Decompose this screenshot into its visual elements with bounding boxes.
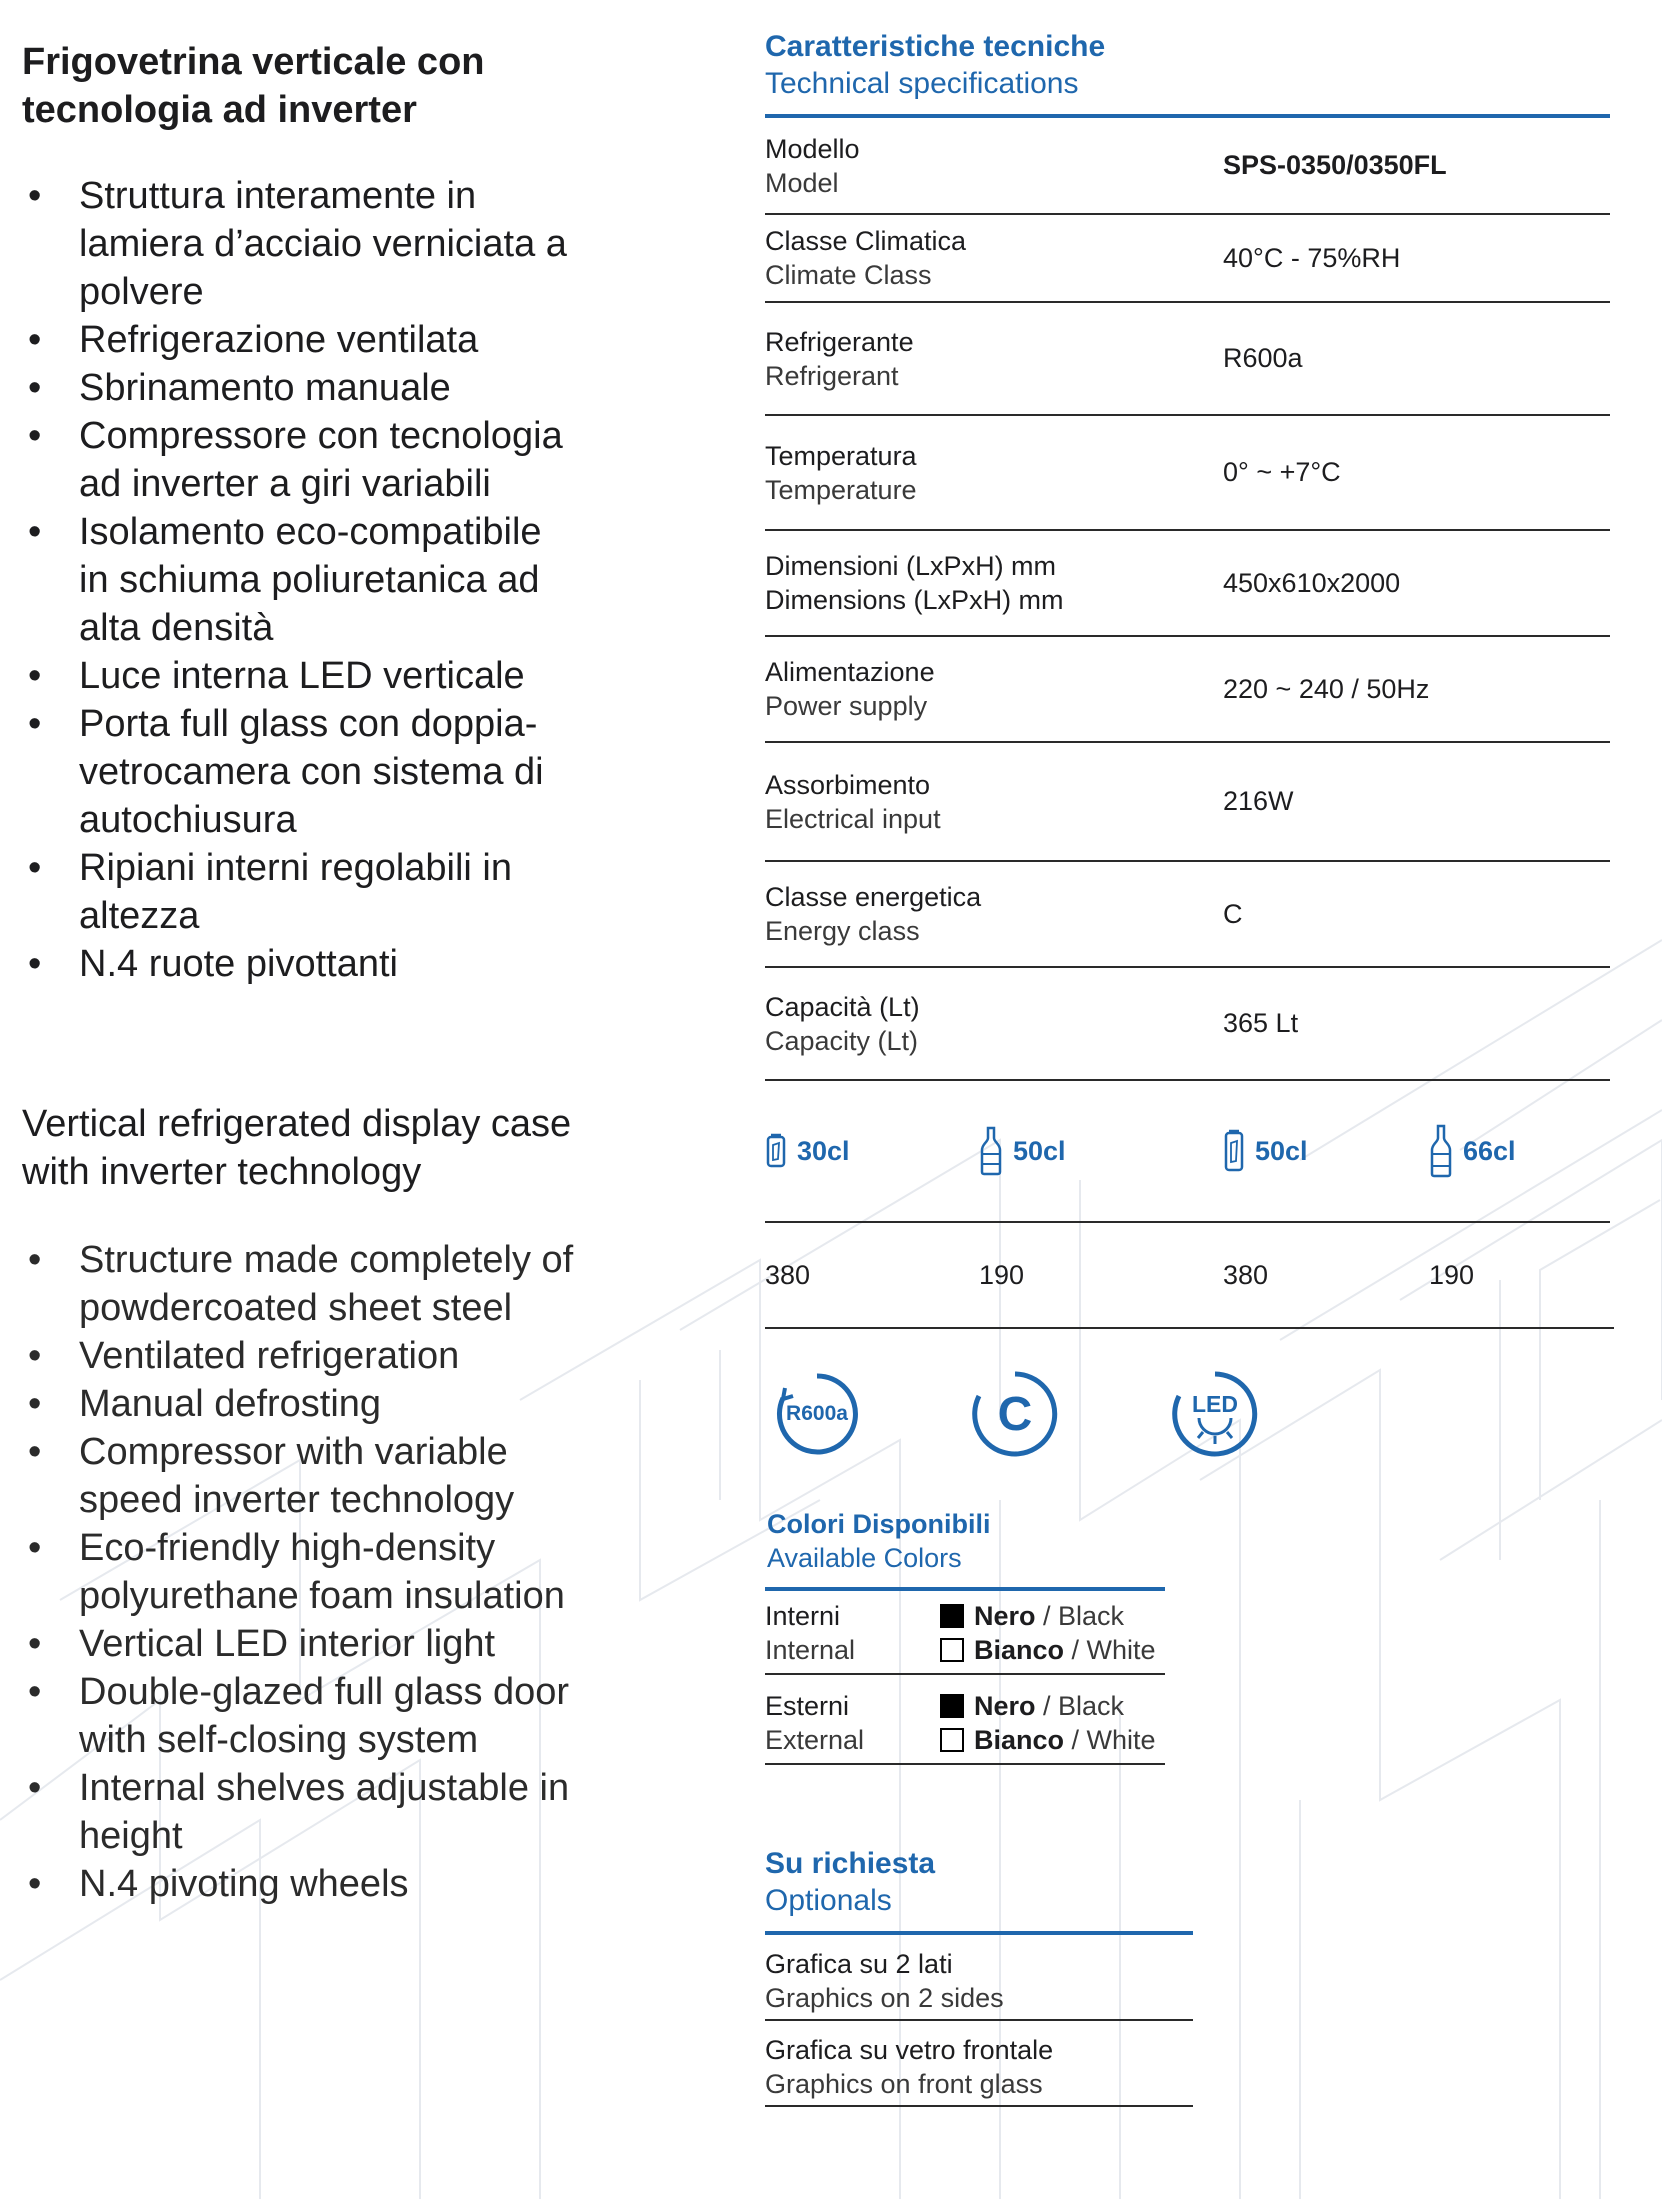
- color-row-external: Esterni External Nero / Black Bianco / White: [765, 1675, 1165, 1765]
- capacity-size: 50cl: [979, 1126, 1223, 1176]
- list-item: • Vertical LED interior light: [22, 1620, 662, 1668]
- svg-text:C: C: [997, 1388, 1033, 1441]
- capacity-size: 30cl: [765, 1133, 979, 1169]
- svg-text:R600a: R600a: [786, 1402, 848, 1425]
- can-icon: [1223, 1129, 1245, 1173]
- spec-value: 365 Lt: [1223, 1008, 1299, 1038]
- spec-value: 40°C - 75%RH: [1223, 242, 1401, 273]
- list-item: Grafica su vetro frontale Graphics on front glass: [765, 2021, 1193, 2107]
- color-option: Bianco / White: [940, 1723, 1156, 1757]
- list-item: • Struttura interamente in lamiera d’acciaio verniciata a polvere: [22, 172, 662, 316]
- specs-table: [765, 118, 1610, 1081]
- table-row: Modello Model SPS-0350/0350FL: [765, 118, 1610, 215]
- color-option: Bianco / White: [940, 1633, 1156, 1667]
- colors-title: Colori Disponibili Available Colors: [767, 1509, 991, 1573]
- white-swatch: [940, 1728, 964, 1752]
- capacity-quantity: 380: [1223, 1259, 1269, 1290]
- table-row: Alimentazione Power supply 220 ~ 240 / 50Hz: [765, 637, 1610, 743]
- list-item: • Manual defrosting: [22, 1380, 662, 1428]
- list-item: • Isolamento eco-compatibile in schiuma poliuretanica ad alta densità: [22, 508, 662, 652]
- spec-value: R600a: [1223, 343, 1303, 373]
- color-row-internal: Interni Internal Nero / Black Bianco / White: [765, 1591, 1165, 1675]
- list-item: • Luce interna LED verticale: [22, 652, 662, 700]
- specs-title: Caratteristiche tecniche Technical specifications: [765, 30, 1106, 100]
- can-icon: [765, 1133, 787, 1169]
- table-row: Assorbimento Electrical input 216W: [765, 743, 1610, 862]
- available-colors: [765, 1507, 1165, 1765]
- optionals: [765, 1845, 1193, 2107]
- optionals-title: Su richiesta Optionals: [765, 1847, 936, 1917]
- table-row: Temperatura Temperature 0° ~ +7°C: [765, 416, 1610, 531]
- title-it: Frigovetrina verticale con tecnologia ad inverter: [22, 41, 485, 131]
- white-swatch: [940, 1638, 964, 1662]
- title-en: Vertical refrigerated display case with inverter technology: [22, 1103, 572, 1193]
- list-item: • Structure made completely of powdercoated sheet steel: [22, 1236, 662, 1332]
- color-option: Nero / Black: [940, 1599, 1156, 1633]
- list-item: • N.4 ruote pivottanti: [22, 940, 662, 988]
- energy-class-badge-icon: [969, 1368, 1061, 1460]
- right-column: [765, 28, 1610, 2107]
- refrigerant-badge-icon: [771, 1368, 863, 1460]
- table-row: Classe energetica Energy class C: [765, 862, 1610, 968]
- list-item: • N.4 pivoting wheels: [22, 1860, 662, 1908]
- list-item: • Ventilated refrigeration: [22, 1332, 662, 1380]
- list-item: • Sbrinamento manuale: [22, 364, 662, 412]
- spec-value: 450x610x2000: [1223, 567, 1401, 598]
- feature-list-it: [22, 172, 662, 988]
- table-row: Classe Climatica Climate Class 40°C - 75%RH: [765, 215, 1610, 303]
- spec-value: 0° ~ +7°C: [1223, 457, 1341, 487]
- list-item: • Porta full glass con doppia- vetrocamera con sistema di autochiusura: [22, 700, 662, 844]
- list-item: • Refrigerazione ventilata: [22, 316, 662, 364]
- bottle-icon: [1429, 1124, 1453, 1178]
- capacity-quantity: 190: [1429, 1259, 1475, 1290]
- list-item: • Ripiani interni regolabili in altezza: [22, 844, 662, 940]
- list-item: • Double-glazed full glass door with self-closing system: [22, 1668, 662, 1764]
- capacity-size: 50cl: [1223, 1129, 1429, 1173]
- capacity-size: 66cl: [1429, 1124, 1516, 1178]
- spec-value: SPS-0350/0350FL: [1223, 150, 1447, 180]
- list-item: • Internal shelves adjustable in height: [22, 1764, 662, 1860]
- spec-value: C: [1223, 898, 1243, 929]
- feature-badges: [765, 1329, 1610, 1499]
- list-item: • Compressore con tecnologia ad inverter a giri variabili: [22, 412, 662, 508]
- black-swatch: [940, 1604, 964, 1628]
- spec-value: 220 ~ 240 / 50Hz: [1223, 673, 1430, 704]
- capacity-quantity: 190: [979, 1259, 1025, 1290]
- bottle-icon: [979, 1126, 1003, 1176]
- led-light-badge-icon: [1169, 1368, 1261, 1460]
- table-row: Dimensioni (LxPxH) mm Dimensions (LxPxH) mm 450x610x2000: [765, 531, 1610, 637]
- capacity-quantity-row: [765, 1223, 1614, 1329]
- color-option: Nero / Black: [940, 1689, 1156, 1723]
- table-row: Refrigerante Refrigerant R600a: [765, 303, 1610, 416]
- capacity-quantity: 380: [765, 1259, 811, 1290]
- spec-value: 216W: [1223, 786, 1294, 816]
- black-swatch: [940, 1694, 964, 1718]
- table-row: Capacità (Lt) Capacity (Lt) 365 Lt: [765, 968, 1610, 1081]
- capacity-sizes-row: [765, 1081, 1610, 1223]
- feature-list-en: [22, 1236, 662, 1908]
- list-item: • Eco-friendly high-density polyurethane foam insulation: [22, 1524, 662, 1620]
- left-column: [22, 38, 662, 1908]
- list-item: Grafica su 2 lati Graphics on 2 sides: [765, 1935, 1193, 2021]
- list-item: • Compressor with variable speed inverter technology: [22, 1428, 662, 1524]
- svg-text:LED: LED: [1192, 1391, 1238, 1417]
